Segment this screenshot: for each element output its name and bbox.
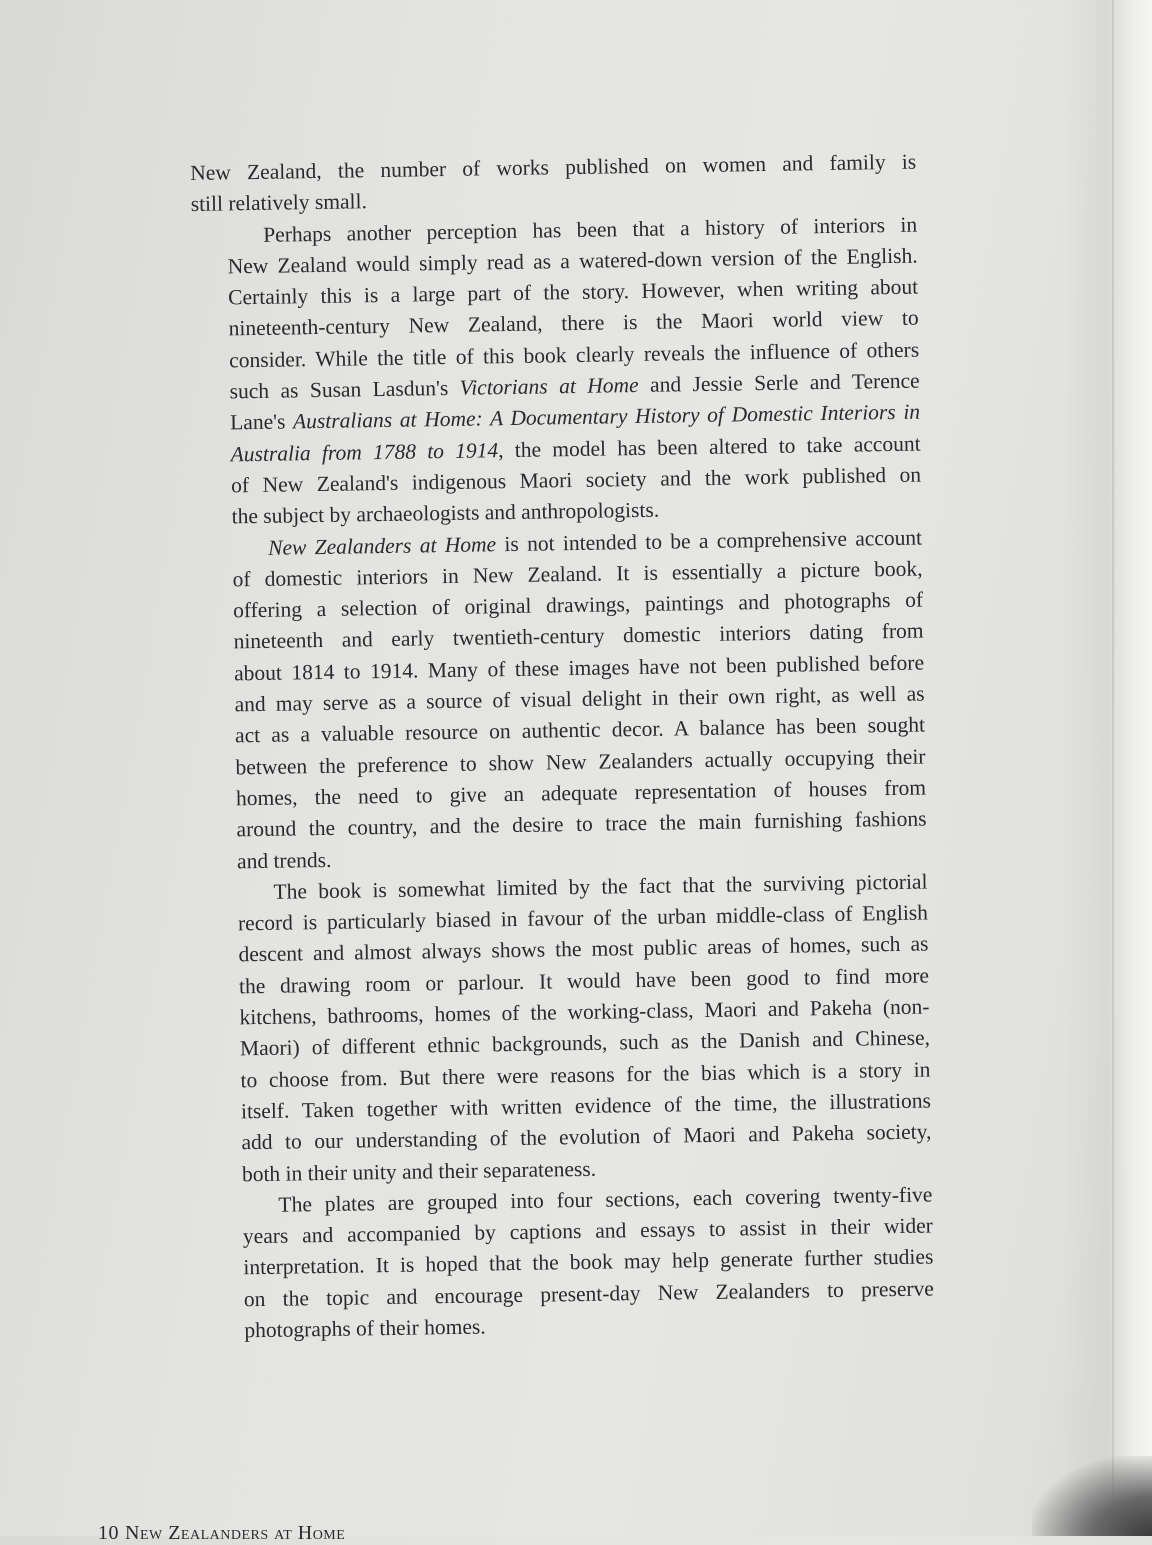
text-line: record is particularly biased in favour of the urban middle-class of English [237, 900, 929, 936]
text-line: Lane's Australians at Home: A Documentary History of Domestic Interiors in [229, 399, 921, 435]
paragraph-4 [201, 866, 932, 1190]
page-edge-shadow [1062, 0, 1152, 1536]
text-line: itself. Taken together with written evidence of the time, the illustrations [240, 1088, 932, 1124]
text-line: New Zealand would simply read as a watered-down version of the English. [227, 243, 918, 279]
book-title: Victorians at Home [459, 373, 639, 400]
text-line: The book is somewhat limited by the fact that the surviving pictorial [273, 869, 928, 904]
page-number: 10 [98, 1522, 119, 1544]
text-line: New Zealanders at Home is not intended to be a comprehensive account [267, 525, 923, 560]
running-title: New Zealanders at Home [125, 1522, 346, 1544]
page-edge [1112, 0, 1114, 1536]
book-title: Australians at Home: A Documentary History of Domestic Interiors in [292, 399, 921, 434]
text-line: Certainly this is a large part of the story. However, when writing about [228, 274, 919, 310]
text-line: and trends. [236, 847, 332, 873]
text-line: both in their unity and their separateness. [241, 1156, 597, 1186]
book-title: Australia from 1788 to 1914 [230, 437, 499, 467]
text-line: nineteenth and early twentieth-century domestic interiors dating from [233, 618, 924, 654]
text-line: offering a selection of original drawings, paintings and photographs of [232, 587, 924, 623]
text-line: around the country, and the desire to trace the main furnishing fashions [236, 806, 927, 842]
text-line: descent and almost always shows the most public areas of homes, such as [238, 931, 929, 967]
text-line: the drawing room or parlour. It would have been good to find more [238, 963, 930, 999]
text-line: of New Zealand's indigenous Maori society and the work published on [230, 462, 922, 498]
body-text [190, 147, 935, 1348]
text-line: years and accompanied by captions and essays to assist in their wider [242, 1213, 934, 1249]
text-line: add to our understanding of the evolution of Maori and Pakeha society, [241, 1119, 932, 1155]
text-line: Australia from 1788 to 1914, the model has been altered to take account [230, 431, 921, 467]
text-line: homes, the need to give an adequate representation of houses from [235, 775, 927, 811]
text-line: Maori) of different ethnic backgrounds, such as the Danish and Chinese, [239, 1025, 931, 1061]
text-line: kitchens, bathrooms, homes of the working-class, Maori and Pakeha (non- [239, 994, 930, 1030]
text-line: Perhaps another perception has been that a history of interiors in [263, 212, 918, 247]
text-line: on the topic and encourage present-day New Zealanders to preserve [243, 1276, 935, 1311]
book-title: New Zealanders at Home [267, 531, 497, 560]
text-line: such as Susan Lasdun's Victorians at Home and Jessie Serle and Terence [229, 368, 920, 404]
text-line: between the preference to show New Zealanders actually occupying their [235, 744, 926, 779]
text-line: to choose from. But there were reasons for the bias which is a story in [240, 1057, 931, 1092]
text-line: act as a valuable resource on authentic decor. A balance has been sought [234, 712, 926, 748]
text-line: consider. While the title of this book clearly reveals the influence of others [228, 337, 920, 373]
text-line: still relatively small. [190, 189, 368, 217]
text-line: and may serve as a source of visual delight in their own right, as well as [234, 681, 925, 717]
text-line: of domestic interiors in New Zealand. It is essentially a picture book, [232, 556, 923, 592]
text-line: photographs of their homes. [244, 1314, 486, 1343]
text-line: interpretation. It is hoped that the book may help generate further studies [243, 1244, 934, 1280]
text-line: nineteenth-century New Zealand, there is the Maori world view to [228, 306, 919, 341]
text-line: The plates are grouped into four sections, each covering twenty-five [278, 1182, 933, 1217]
paragraph-1 [190, 147, 917, 221]
text-line: the subject by archaeologists and anthropologists. [231, 497, 660, 529]
page-corner-shadow [1032, 1456, 1152, 1536]
paragraph-2 [191, 209, 922, 533]
text-line: New Zealand, the number of works published on women and family is [190, 149, 917, 185]
paragraph-5 [206, 1179, 934, 1347]
page-footer [98, 1522, 345, 1545]
paragraph-3 [196, 522, 927, 878]
text-line: about 1814 to 1914. Many of these images have not been published before [233, 650, 925, 686]
